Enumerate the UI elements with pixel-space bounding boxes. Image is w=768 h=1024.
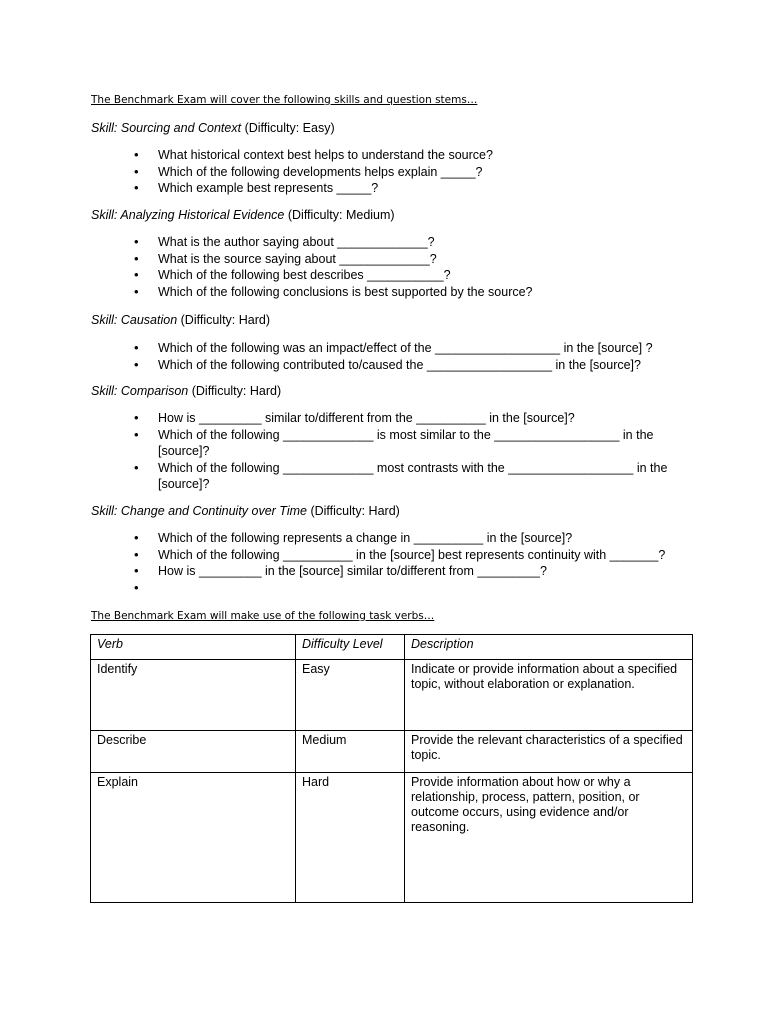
table-row — [91, 731, 693, 773]
question-stem: • What is the author saying about _____________? — [0, 234, 668, 251]
skill-question-list — [0, 234, 768, 300]
question-stem: • Which of the following _____________ most contrasts with the __________________ in the [source]? — [0, 460, 668, 493]
skill-heading-change-continuity — [91, 504, 400, 518]
skill-difficulty: (Difficulty: Medium) — [284, 208, 395, 222]
question-stem: • Which of the following developments helps explain _____? — [0, 164, 668, 181]
question-stem: • Which of the following best describes ___________? — [0, 267, 668, 284]
verb-cell: Explain — [91, 773, 296, 903]
header-verb: Verb — [91, 635, 296, 660]
skill-question-list — [0, 147, 768, 197]
difficulty-cell: Easy — [296, 660, 405, 731]
description-cell: Provide information about how or why a relationship, process, pattern, position, or outcome occurs, using evidence and/or reasoning. — [405, 773, 693, 903]
verbs-intro: The Benchmark Exam will make use of the following task verbs… — [91, 610, 435, 622]
skill-question-list — [0, 410, 768, 493]
skill-heading-causation — [91, 313, 270, 327]
question-stem: • What is the source saying about _____________? — [0, 251, 668, 268]
question-stem: • Which example best represents _____? — [0, 180, 668, 197]
skills-intro: The Benchmark Exam will cover the following skills and question stems… — [91, 94, 478, 106]
skill-question-list — [0, 530, 768, 580]
table-header-row — [91, 635, 693, 660]
task-verbs-table — [90, 634, 693, 903]
question-stem: • Which of the following represents a change in __________ in the [source]? — [0, 530, 668, 547]
verb-cell: Describe — [91, 731, 296, 773]
question-stem: • How is _________ similar to/different from the __________ in the [source]? — [0, 410, 668, 427]
skill-question-list — [0, 340, 768, 373]
skill-name: Skill: Sourcing and Context — [91, 121, 242, 135]
skill-difficulty: (Difficulty: Easy) — [241, 121, 335, 135]
difficulty-cell: Hard — [296, 773, 405, 903]
skill-heading-evidence — [91, 208, 395, 222]
verb-cell: Identify — [91, 660, 296, 731]
skill-name: Skill: Analyzing Historical Evidence — [91, 208, 285, 222]
skill-difficulty: (Difficulty: Hard) — [188, 384, 282, 398]
difficulty-cell: Medium — [296, 731, 405, 773]
description-cell: Indicate or provide information about a specified topic, without elaboration or explanation. — [405, 660, 693, 731]
description-cell: Provide the relevant characteristics of a specified topic. — [405, 731, 693, 773]
question-stem: • Which of the following was an impact/effect of the __________________ in the [source] ? — [0, 340, 668, 357]
skill-heading-sourcing — [91, 121, 335, 135]
skill-difficulty: (Difficulty: Hard) — [306, 504, 400, 518]
skill-difficulty: (Difficulty: Hard) — [177, 313, 270, 327]
question-stem: • Which of the following contributed to/caused the __________________ in the [source]? — [0, 357, 668, 374]
table-row — [91, 773, 693, 903]
header-difficulty-level: Difficulty Level — [296, 635, 405, 660]
header-description: Description — [405, 635, 693, 660]
skill-heading-comparison — [91, 384, 281, 398]
question-stem: • Which of the following conclusions is best supported by the source? — [0, 284, 668, 301]
question-stem: • How is _________ in the [source] similar to/different from _________? — [0, 563, 668, 580]
question-stem: • Which of the following __________ in the [source] best represents continuity with _______? — [0, 547, 668, 564]
skill-name: Skill: Causation — [91, 313, 178, 327]
skill-name: Skill: Comparison — [91, 384, 189, 398]
table-row — [91, 660, 693, 731]
skill-name: Skill: Change and Continuity over Time — [91, 504, 307, 518]
question-stem: • Which of the following _____________ is most similar to the __________________ in the [source]? — [0, 427, 668, 460]
question-stem: • What historical context best helps to understand the source? — [0, 147, 668, 164]
